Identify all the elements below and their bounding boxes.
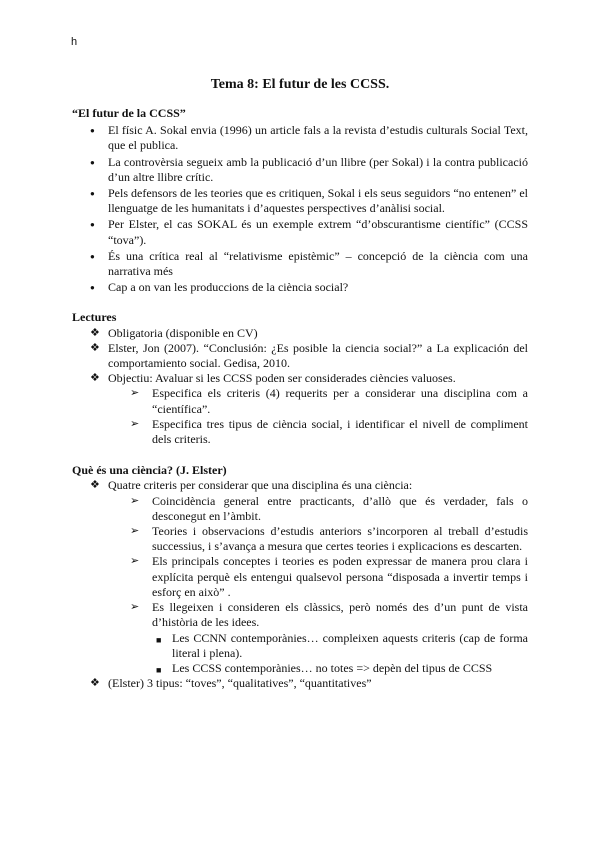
list-item: ❖ Objectiu: Avaluar si les CCSS poden ser considerades ciències valuoses. — [90, 371, 456, 386]
section-futur-list — [72, 123, 528, 295]
list-item: ■ Les CCNN contemporànies… compleixen aquests criteris (cap de forma literal i plena). — [156, 630, 528, 660]
diamond-bullet-icon: ❖ — [90, 326, 100, 339]
list-item: ❖ Obligatoria (disponible en CV) — [90, 325, 258, 340]
arrow-bullet-icon: ➢ — [130, 387, 140, 400]
list-item: ● La controvèrsia segueix amb la publicació d’un llibre (per Sokal) i la contra publicació d’un altre llibre crític. — [72, 155, 528, 185]
list-item: ❖ (Elster) 3 tipus: “toves”, “qualitatives”, “quantitatives” — [90, 676, 372, 691]
section-ciencia-list — [72, 478, 528, 691]
diamond-bullet-icon: ❖ — [90, 479, 100, 492]
list-item: ● Per Elster, el cas SOKAL és un exemple extrem “d’obscurantisme científic” (CCSS “tova”). — [72, 217, 528, 247]
bullet-icon — [90, 280, 95, 295]
square-bullet-icon: ■ — [156, 634, 162, 645]
list-item: ● El físic A. Sokal envia (1996) un article fals a la revista d’estudis culturals Social Text, que el publica. — [72, 123, 528, 153]
list-item: ● És una crítica real al “relativisme epistèmic” – concepció de la ciència com una narrativa més — [72, 249, 528, 279]
list-item: ➢ Es llegeixen i consideren els clàssics, però només des d’un punt de vista d’història de les idees. — [130, 600, 528, 630]
section-heading-lectures: Lectures — [72, 310, 117, 325]
list-item: ● Cap a on van les produccions de la ciència social? — [72, 280, 528, 295]
section-heading-futur: “El futur de la CCSS” — [72, 106, 186, 120]
bullet-icon — [90, 186, 95, 201]
arrow-bullet-icon: ➢ — [130, 494, 140, 507]
list-item: ➢ Coincidència general entre practicants, d’allò que és verdader, fals o desconegut en l’àmbit. — [130, 493, 528, 523]
list-item: ➢ Especifica els criteris (4) requerits per a considerar una disciplina com a “científica”. — [130, 386, 528, 416]
list-item: ➢ Teories i observacions d’estudis anteriors s’incorporen al treball d’estudis successius, i s’avança a mesura que certes teories i explicacions es descarten. — [130, 524, 528, 554]
list-item: ❖ Quatre criteris per considerar que una disciplina és una ciència: — [90, 478, 413, 493]
arrow-bullet-icon: ➢ — [130, 525, 140, 538]
page-title: Tema 8: El futur de les CCSS. — [210, 77, 390, 92]
bullet-icon — [90, 249, 95, 264]
section-lectures-list — [72, 326, 528, 448]
square-bullet-icon: ■ — [156, 664, 162, 675]
header-mark: h — [71, 36, 78, 48]
arrow-bullet-icon: ➢ — [130, 555, 140, 568]
diamond-bullet-icon: ❖ — [90, 341, 100, 354]
list-item: ➢ Especifica tres tipus de ciència social, i identificar el nivell de compliment dels criteris. — [130, 416, 528, 447]
list-item: ❖ Elster, Jon (2007). “Conclusión: ¿Es posible la ciencia social?” a La explicación del comportamiento social. Gedisa, 2010. — [90, 340, 528, 371]
bullet-icon — [90, 155, 95, 170]
document-body — [72, 106, 528, 691]
list-item: ■ Les CCSS contemporànies… no totes => depèn del tipus de CCSS — [72, 661, 528, 676]
bullet-icon — [90, 123, 95, 138]
list-item: ● Pels defensors de les teories que es critiquen, Sokal i els seus seguidors “no entenen” el llenguatge de les humanitats i d’aquestes perspectives d’anàlisi social. — [72, 186, 528, 216]
diamond-bullet-icon: ❖ — [90, 677, 100, 690]
arrow-bullet-icon: ➢ — [130, 601, 140, 614]
arrow-bullet-icon: ➢ — [130, 417, 140, 430]
list-item: ➢ Els principals conceptes i teories es poden expressar de manera prou clara i explícita perquè els entengui qualsevol persona “disposada a invertir temps i esforç en això” . — [130, 554, 528, 599]
bullet-icon — [90, 217, 95, 232]
section-heading-ciencia: Què és una ciència? (J. Elster) — [72, 463, 227, 478]
diamond-bullet-icon: ❖ — [90, 372, 100, 385]
